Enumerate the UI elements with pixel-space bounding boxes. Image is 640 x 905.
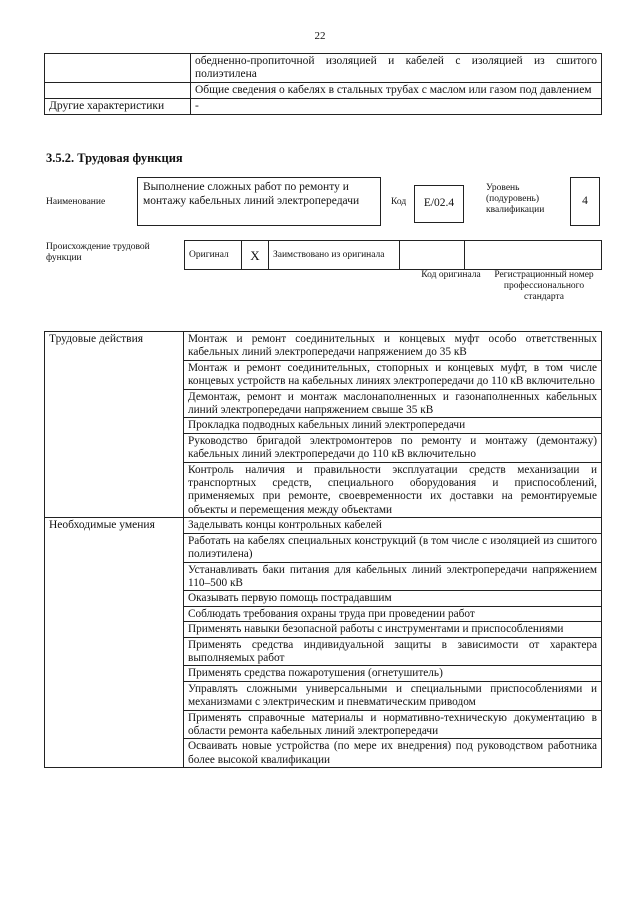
name-label: Наименование <box>46 197 106 207</box>
page-number: 22 <box>314 30 326 42</box>
table-row <box>45 83 602 99</box>
row-label: Другие характеристики <box>45 99 191 115</box>
original-label: Оригинал <box>185 241 242 270</box>
group-label: Трудовые действия <box>45 332 184 518</box>
level-value: 4 <box>570 177 600 226</box>
level-label: Уровень (подуровень) квалификации <box>486 183 545 215</box>
row-text: Общие сведения о кабелях в стальных трубах с маслом или газом под давлением <box>191 83 602 99</box>
group-item: Применять средства индивидуальной защиты в зависимости от характера выполняемых работ <box>184 637 602 666</box>
code-value: E/02.4 <box>414 185 464 223</box>
group-item: Монтаж и ремонт соединительных, стопорных и концевых муфт, в том числе концевых устройств на кабельных линиях электропередачи до 110 кВ включительно <box>184 360 602 389</box>
reg-caption: Регистрационный номер профессионального стандарта <box>494 270 594 302</box>
group-item: Контроль наличия и правильности эксплуатации средств механизации и транспортных средств, специального оборудования и приспособлений, применяемых при ремонте, своевременности их доставки на ремонтируемые объекты и перемещения между объектами <box>184 462 602 518</box>
borrowed-label: Заимствовано из оригинала <box>269 241 400 270</box>
group-item: Демонтаж, ремонт и монтаж маслонаполненных и газонаполненных кабельных линий электропередачи напряжением свыше 35 кВ <box>184 389 602 418</box>
original-mark: X <box>242 241 269 270</box>
group-item: Устанавливать баки питания для кабельных линий электропередачи напряжением 110–500 кВ <box>184 562 602 591</box>
group-item: Оказывать первую помощь пострадавшим <box>184 591 602 606</box>
group-item: Работать на кабелях специальных конструкций (в том числе с изоляцией из сшитого полиэтилена) <box>184 533 602 562</box>
continuation-table <box>44 53 602 115</box>
group-label: Необходимые умения <box>45 518 184 768</box>
function-name: Выполнение сложных работ по ремонту и монтажу кабельных линий электропередачи <box>137 177 381 226</box>
group-item: Прокладка подводных кабельных линий электропередачи <box>184 418 602 433</box>
group-item: Применять навыки безопасной работы с инструментами и приспособлениями <box>184 622 602 637</box>
group-item: Применять справочные материалы и нормативно-техническую документацию в области ремонта кабельных линий электропередачи <box>184 710 602 739</box>
origin-label: Происхождение трудовой функции <box>46 242 150 263</box>
main-table <box>44 331 602 768</box>
table-row <box>45 332 602 361</box>
original-code-cell <box>400 241 465 270</box>
code-label: Код <box>391 197 407 207</box>
origin-table <box>184 240 602 270</box>
reg-number-cell <box>465 241 602 270</box>
row-text: - <box>191 99 602 115</box>
section-title: 3.5.2. Трудовая функция <box>46 151 183 165</box>
group-item: Осваивать новые устройства (по мере их внедрения) под руководством работника более высокой квалификации <box>184 739 602 768</box>
row-text: обедненно-пропиточной изоляцией и кабелей с изоляцией из сшитого полиэтилена <box>191 54 602 83</box>
group-item: Монтаж и ремонт соединительных и концевых муфт особо ответственных кабельных линий электропередачи напряжением до 35 кВ <box>184 332 602 361</box>
group-item: Применять средства пожаротушения (огнетушитель) <box>184 666 602 681</box>
table-row <box>45 54 602 83</box>
group-item: Руководство бригадой электромонтеров по ремонту и монтажу (демонтажу) кабельных линий электропередачи до 110 кВ включительно <box>184 433 602 462</box>
row-label <box>45 54 191 83</box>
row-label <box>45 83 191 99</box>
code-caption: Код оригинала <box>421 270 481 280</box>
group-item: Заделывать концы контрольных кабелей <box>184 518 602 533</box>
group-item: Соблюдать требования охраны труда при проведении работ <box>184 606 602 621</box>
table-row <box>45 99 602 115</box>
group-item: Управлять сложными универсальными и специальными приспособлениями и механизмами с электрическим и пневматическим приводом <box>184 681 602 710</box>
table-row <box>45 518 602 533</box>
